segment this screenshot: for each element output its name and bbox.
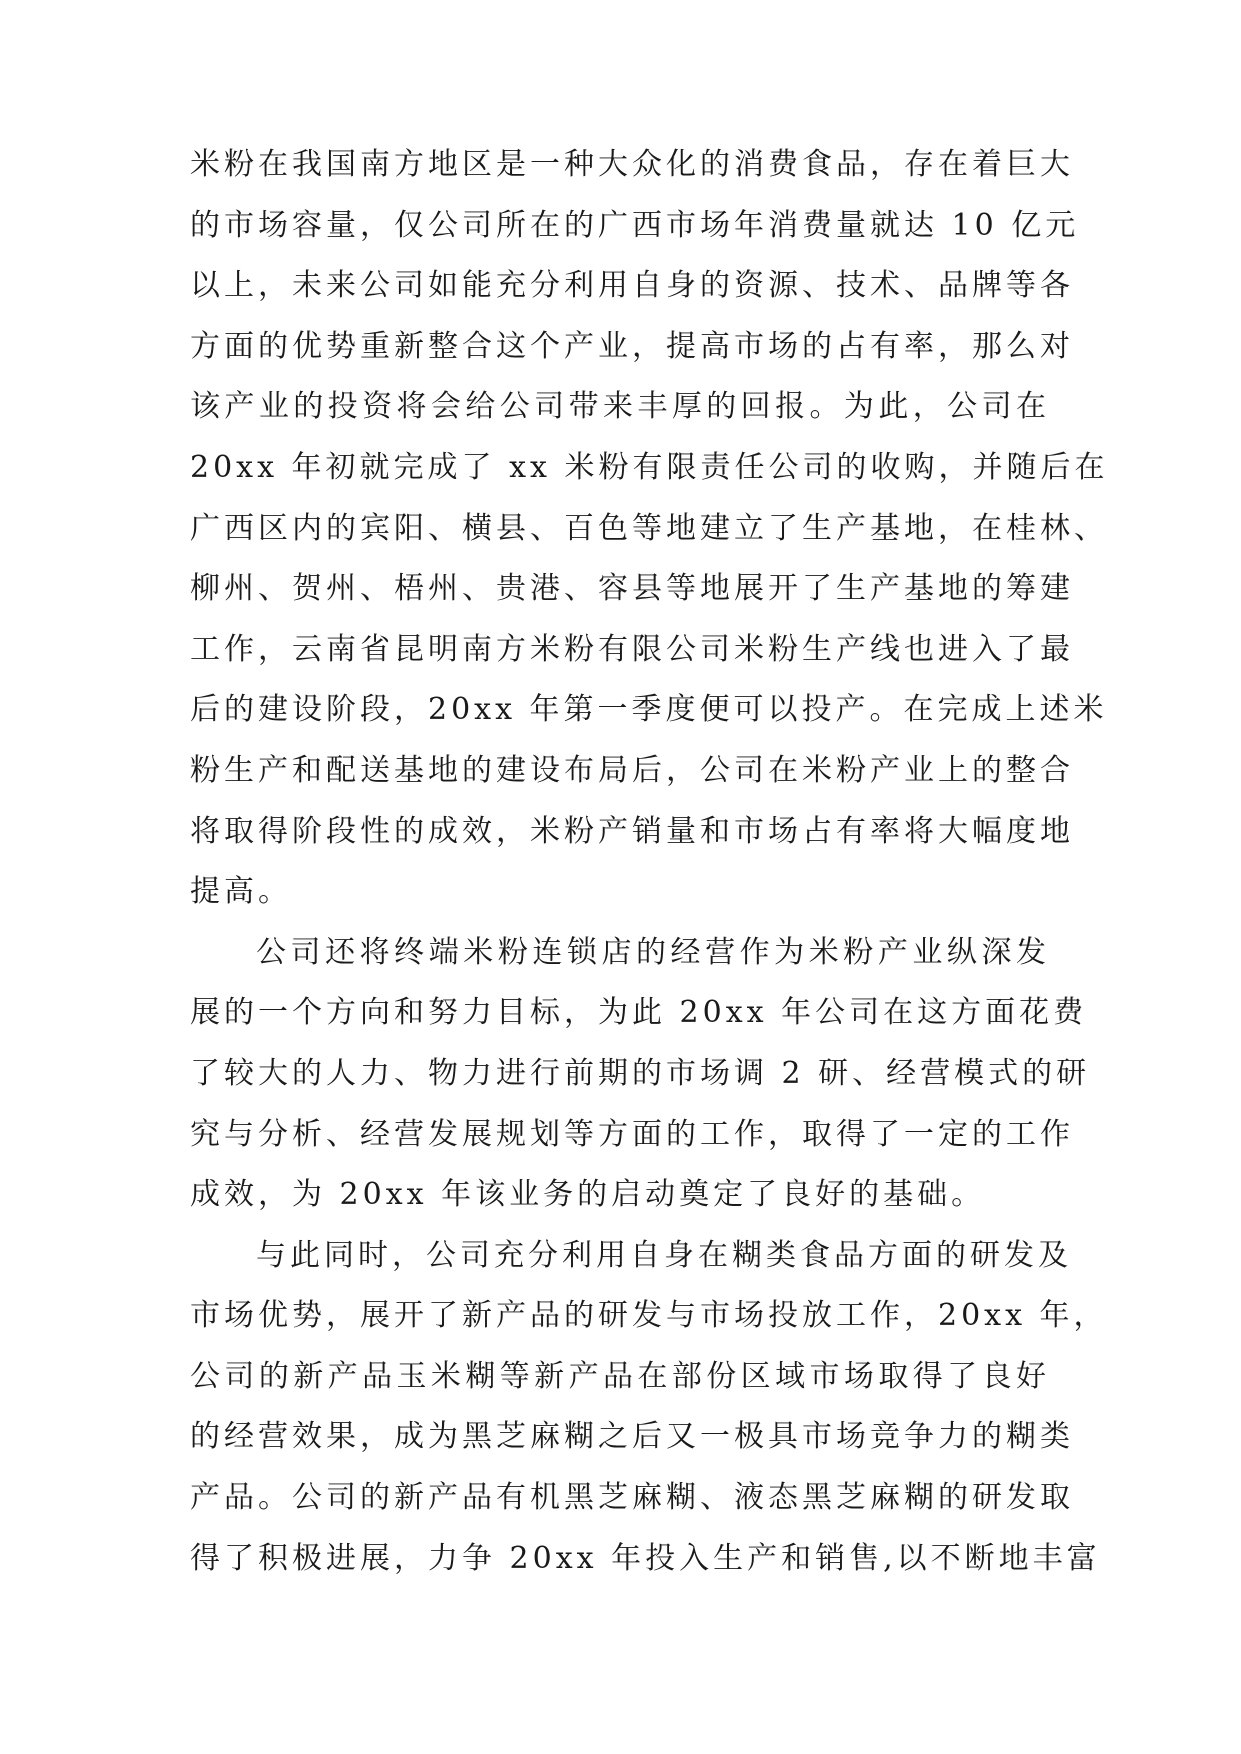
text-line: 提高。	[190, 874, 292, 910]
text-line: 市场优势，展开了新产品的研发与市场投放工作，20xx 年，	[190, 1298, 1108, 1334]
text-line: 得了积极进展，力争 20xx 年投入生产和销售,以不断地丰富	[190, 1540, 1101, 1576]
text-line: 后的建设阶段，20xx 年第一季度便可以投产。在完成上述米	[190, 692, 1108, 728]
text-line: 公司还将终端米粉连锁店的经营作为米粉产业纵深发	[256, 934, 1050, 970]
text-line: 公司的新产品玉米糊等新产品在部份区域市场取得了良好	[190, 1358, 1050, 1394]
text-line: 粉生产和配送基地的建设布局后，公司在米粉产业上的整合	[190, 752, 1074, 788]
text-line: 广西区内的宾阳、横县、百色等地建立了生产基地，在桂林、	[190, 510, 1108, 546]
text-line: 了较大的人力、物力进行前期的市场调 2 研、经营模式的研	[190, 1055, 1091, 1091]
text-line: 展的一个方向和努力目标，为此 20xx 年公司在这方面花费	[190, 995, 1088, 1031]
text-line: 方面的优势重新整合这个产业，提高市场的占有率，那么对	[190, 328, 1074, 364]
text-line: 产品。公司的新产品有机黑芝麻糊、液态黑芝麻糊的研发取	[190, 1480, 1074, 1516]
text-line: 该产业的投资将会给公司带来丰厚的回报。为此，公司在	[190, 389, 1050, 425]
body-text	[190, 135, 1109, 1589]
text-line: 柳州、贺州、梧州、贵港、容县等地展开了生产基地的筹建	[190, 571, 1074, 607]
text-line: 工作，云南省昆明南方米粉有限公司米粉生产线也进入了最	[190, 631, 1074, 667]
text-line: 的经营效果，成为黑芝麻糊之后又一极具市场竞争力的糊类	[190, 1419, 1074, 1455]
text-line: 与此同时，公司充分利用自身在糊类食品方面的研发及	[256, 1237, 1072, 1273]
text-line: 究与分析、经营发展规划等方面的工作，取得了一定的工作	[190, 1116, 1074, 1152]
text-line: 的市场容量，仅公司所在的广西市场年消费量就达 10 亿元	[190, 207, 1080, 243]
text-line: 成效，为 20xx 年该业务的启动奠定了良好的基础。	[190, 1177, 986, 1213]
text-line: 将取得阶段性的成效，米粉产销量和市场占有率将大幅度地	[190, 813, 1074, 849]
text-line: 20xx 年初就完成了 xx 米粉有限责任公司的收购，并随后在	[190, 449, 1109, 485]
text-line: 米粉在我国南方地区是一种大众化的消费食品，存在着巨大	[190, 147, 1074, 182]
text-line: 以上，未来公司如能充分利用自身的资源、技术、品牌等各	[190, 268, 1074, 304]
